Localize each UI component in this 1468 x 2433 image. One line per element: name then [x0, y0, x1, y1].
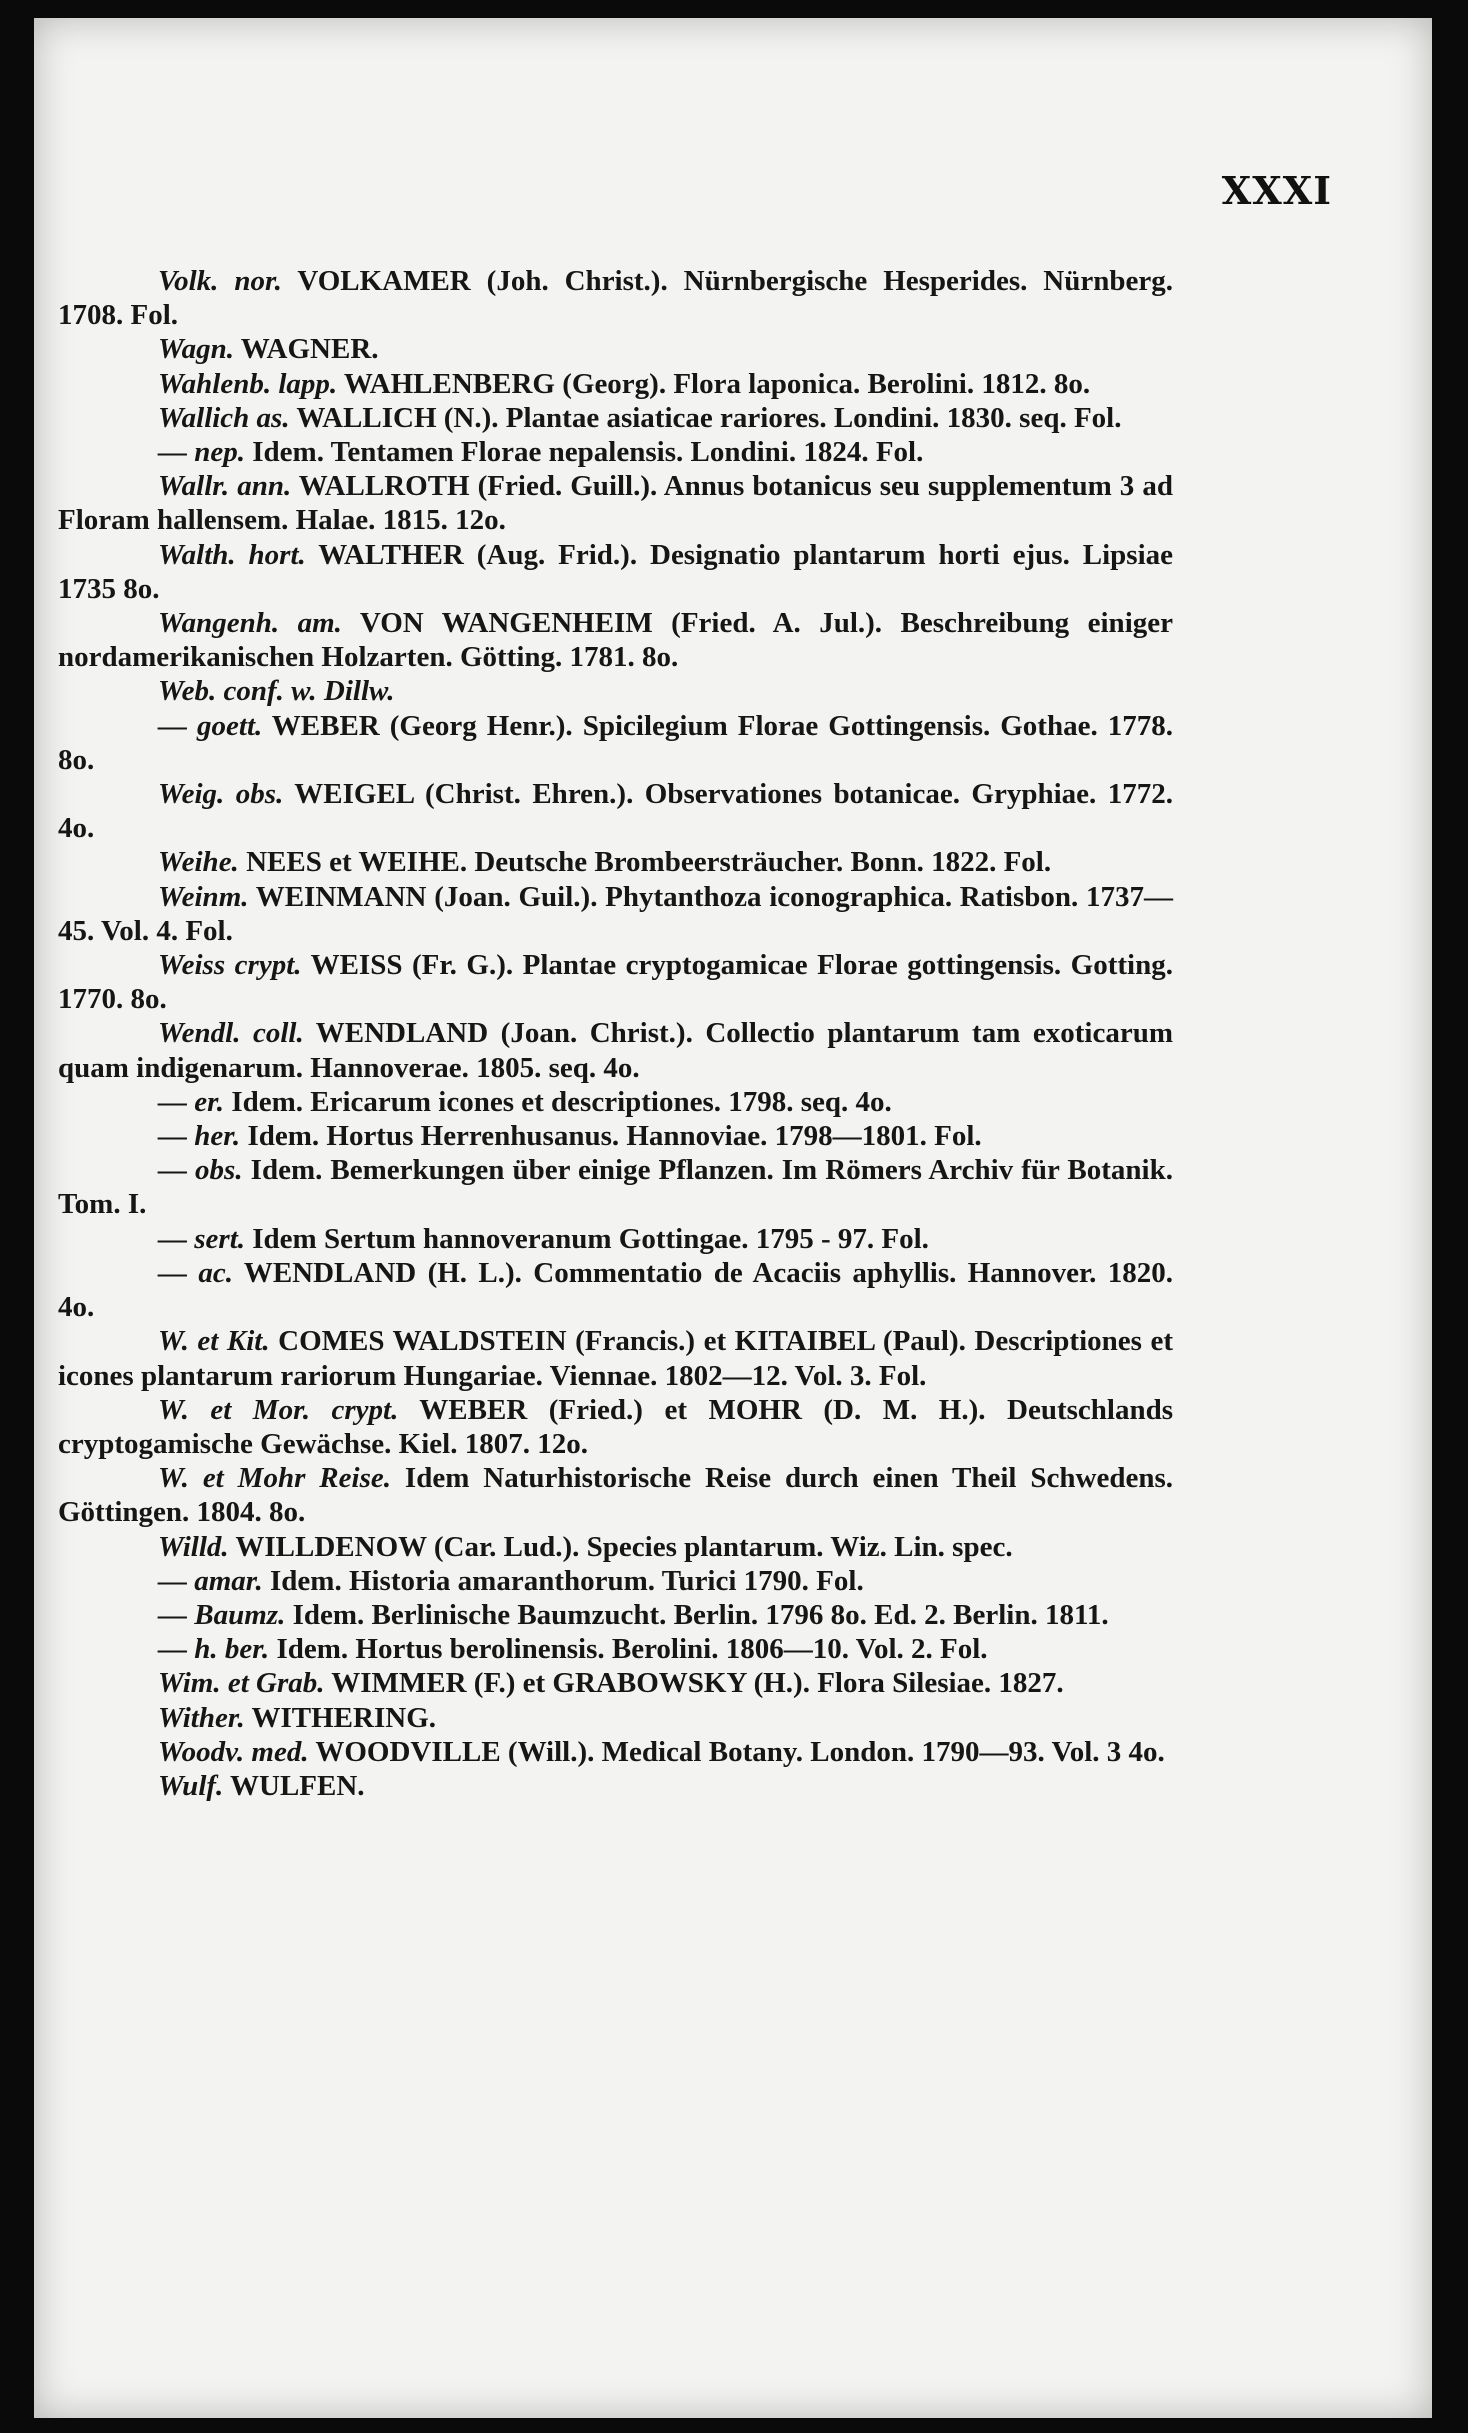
book-page — [34, 18, 1432, 2418]
entry-abbreviation: Wagn. — [158, 333, 235, 366]
entry-abbreviation: Wahlenb. lapp. — [158, 367, 338, 400]
entry-abbreviation: Wallich as. — [158, 401, 290, 434]
entry-abbreviation: — ac. — [158, 1256, 233, 1289]
entry-citation: Idem. Hortus berolinensis. Berolini. 1806—10. Vol. 2. Fol. — [276, 1633, 988, 1666]
entry-citation: NEES et WEIHE. Deutsche Brombeersträucher. Bonn. 1822. Fol. — [246, 846, 1052, 879]
bibliography-entry — [58, 880, 1173, 948]
bibliography-list — [58, 264, 1173, 1803]
entry-abbreviation: — goett. — [158, 709, 263, 742]
bibliography-entry — [58, 435, 1173, 469]
bibliography-entry — [58, 1769, 1173, 1803]
bibliography-entry — [58, 1666, 1173, 1700]
bibliography-entry — [58, 606, 1173, 674]
entry-citation: WENDLAND (Joan. Christ.). Collectio plantarum tam exoticarum quam indigenarum. Hannoverae. 1805. seq. 4o. — [58, 1017, 1174, 1084]
bibliography-entry — [58, 1222, 1173, 1256]
entry-citation: WENDLAND (H. L.). Commentatio de Acaciis aphyllis. Hannover. 1820. 4o. — [58, 1256, 1174, 1324]
entry-citation: WEBER (Georg Henr.). Spicilegium Florae Gottingensis. Gothae. 1778. 8o. — [58, 709, 1173, 776]
entry-citation: WULFEN. — [230, 1769, 365, 1802]
entry-citation: WEINMANN (Joan. Guil.). Phytanthoza iconographica. Ratisbon. 1737—45. Vol. 4. Fol. — [58, 880, 1173, 947]
entry-citation: Idem Naturhistorische Reise durch einen Theil Schwedens. Göttingen. 1804. 8o. — [58, 1462, 1173, 1529]
bibliography-entry — [58, 674, 1173, 708]
entry-abbreviation: — er. — [158, 1085, 225, 1118]
entry-abbreviation: Wallr. ann. — [158, 470, 292, 503]
entry-citation: WALTHER (Aug. Frid.). Designatio plantarum horti ejus. Lipsiae 1735 8o. — [58, 538, 1173, 605]
bibliography-entry — [58, 948, 1173, 1016]
entry-citation: WILLDENOW (Car. Lud.). Species plantarum. Wiz. Lin. spec. — [235, 1530, 1013, 1563]
entry-citation: WALLROTH (Fried. Guill.). Annus botanicus seu supplementum 3 ad Floram hallensem. Halae. 1815. 12o. — [58, 470, 1173, 537]
entry-abbreviation: Web. conf. w. Dillw. — [158, 675, 395, 708]
bibliography-entry — [58, 845, 1173, 879]
bibliography-entry — [58, 777, 1173, 845]
entry-abbreviation: Walth. hort. — [158, 538, 306, 571]
entry-abbreviation: — obs. — [158, 1154, 243, 1187]
bibliography-entry — [58, 1153, 1173, 1221]
bibliography-entry — [58, 1085, 1173, 1119]
entry-abbreviation: — Baumz. — [158, 1598, 286, 1631]
bibliography-entry — [58, 1324, 1173, 1392]
bibliography-entry — [58, 1016, 1173, 1084]
bibliography-entry — [58, 538, 1173, 606]
entry-citation: WEISS (Fr. G.). Plantae cryptogamicae Florae gottingensis. Gotting. 1770. 8o. — [58, 949, 1173, 1016]
bibliography-entry — [58, 264, 1173, 332]
bibliography-entry — [58, 1632, 1173, 1666]
entry-abbreviation: Weihe. — [158, 846, 239, 879]
page-number: XXXI — [1221, 168, 1332, 213]
entry-abbreviation: Wendl. coll. — [158, 1017, 304, 1050]
entry-citation: WALLICH (N.). Plantae asiaticae rariores. Londini. 1830. seq. Fol. — [296, 401, 1122, 434]
entry-abbreviation: W. et Mohr Reise. — [158, 1462, 391, 1495]
entry-citation: Idem. Historia amaranthorum. Turici 1790. Fol. — [270, 1564, 864, 1597]
entry-citation: Idem. Hortus Herrenhusanus. Hannoviae. 1798—1801. Fol. — [247, 1120, 982, 1153]
entry-citation: WAHLENBERG (Georg). Flora laponica. Berolini. 1812. 8o. — [343, 367, 1091, 400]
bibliography-entry — [58, 1735, 1173, 1769]
entry-abbreviation: Volk. nor. — [158, 265, 282, 297]
entry-abbreviation: — amar. — [158, 1564, 263, 1597]
entry-citation: WIMMER (F.) et GRABOWSKY (H.). Flora Silesiae. 1827. — [331, 1667, 1064, 1700]
entry-citation: WOODVILLE (Will.). Medical Botany. London. 1790—93. Vol. 3 4o. — [315, 1735, 1165, 1768]
bibliography-entry — [58, 709, 1173, 777]
entry-abbreviation: Wither. — [158, 1701, 245, 1734]
entry-abbreviation: Weig. obs. — [158, 778, 284, 811]
entry-abbreviation: — sert. — [158, 1222, 245, 1255]
entry-citation: Idem. Ericarum icones et descriptiones. 1798. seq. 4o. — [231, 1085, 892, 1118]
entry-citation: VOLKAMER (Joh. Christ.). Nürnbergische Hesperides. Nürnberg. 1708. Fol. — [58, 265, 1173, 332]
entry-abbreviation: Weinm. — [158, 880, 249, 913]
entry-abbreviation: W. et Kit. — [158, 1325, 270, 1358]
entry-abbreviation: Willd. — [158, 1530, 229, 1563]
entry-citation: WEIGEL (Christ. Ehren.). Observationes botanicae. Gryphiae. 1772. 4o. — [58, 778, 1173, 845]
entry-abbreviation: W. et Mor. crypt. — [158, 1393, 399, 1426]
entry-citation: WITHERING. — [251, 1701, 437, 1734]
entry-citation: WAGNER. — [240, 333, 379, 366]
entry-citation: VON WANGENHEIM (Fried. A. Jul.). Beschreibung einiger nordamerikanischen Holzarten. Götting. 1781. 8o. — [58, 607, 1173, 674]
entry-abbreviation: Wangenh. am. — [158, 607, 342, 640]
bibliography-entry — [58, 1530, 1173, 1564]
entry-citation: COMES WALDSTEIN (Francis.) et KITAIBEL (Paul). Descriptiones et icones plantarum rariorum Hungariae. Viennae. 1802—12. Vol. 3. Fol. — [58, 1325, 1174, 1392]
entry-abbreviation: Weiss crypt. — [158, 949, 302, 982]
entry-citation: Idem. Bemerkungen über einige Pflanzen. Im Römers Archiv für Botanik. Tom. I. — [58, 1154, 1173, 1221]
bibliography-entry — [58, 1461, 1173, 1529]
entry-abbreviation: — her. — [158, 1120, 241, 1153]
entry-abbreviation: — nep. — [158, 436, 245, 469]
bibliography-entry — [58, 401, 1173, 435]
entry-citation: WEBER (Fried.) et MOHR (D. M. H.). Deutschlands cryptogamische Gewächse. Kiel. 1807. 12o. — [58, 1393, 1173, 1460]
entry-citation: Idem. Tentamen Florae nepalensis. Londini. 1824. Fol. — [252, 436, 924, 469]
entry-citation: Idem. Berlinische Baumzucht. Berlin. 1796 8o. Ed. 2. Berlin. 1811. — [292, 1598, 1109, 1631]
bibliography-entry — [58, 1256, 1173, 1324]
bibliography-entry — [58, 332, 1173, 366]
bibliography-entry — [58, 469, 1173, 537]
entry-abbreviation: — h. ber. — [158, 1633, 270, 1666]
entry-abbreviation: Wulf. — [158, 1769, 224, 1802]
bibliography-entry — [58, 1393, 1173, 1461]
bibliography-entry — [58, 1598, 1173, 1632]
bibliography-entry — [58, 1564, 1173, 1598]
bibliography-entry — [58, 367, 1173, 401]
entry-abbreviation: Woodv. med. — [158, 1735, 309, 1768]
bibliography-entry — [58, 1701, 1173, 1735]
entry-citation: Idem Sertum hannoveranum Gottingae. 1795 - 97. Fol. — [252, 1222, 929, 1255]
bibliography-entry — [58, 1119, 1173, 1153]
entry-abbreviation: Wim. et Grab. — [158, 1667, 325, 1700]
